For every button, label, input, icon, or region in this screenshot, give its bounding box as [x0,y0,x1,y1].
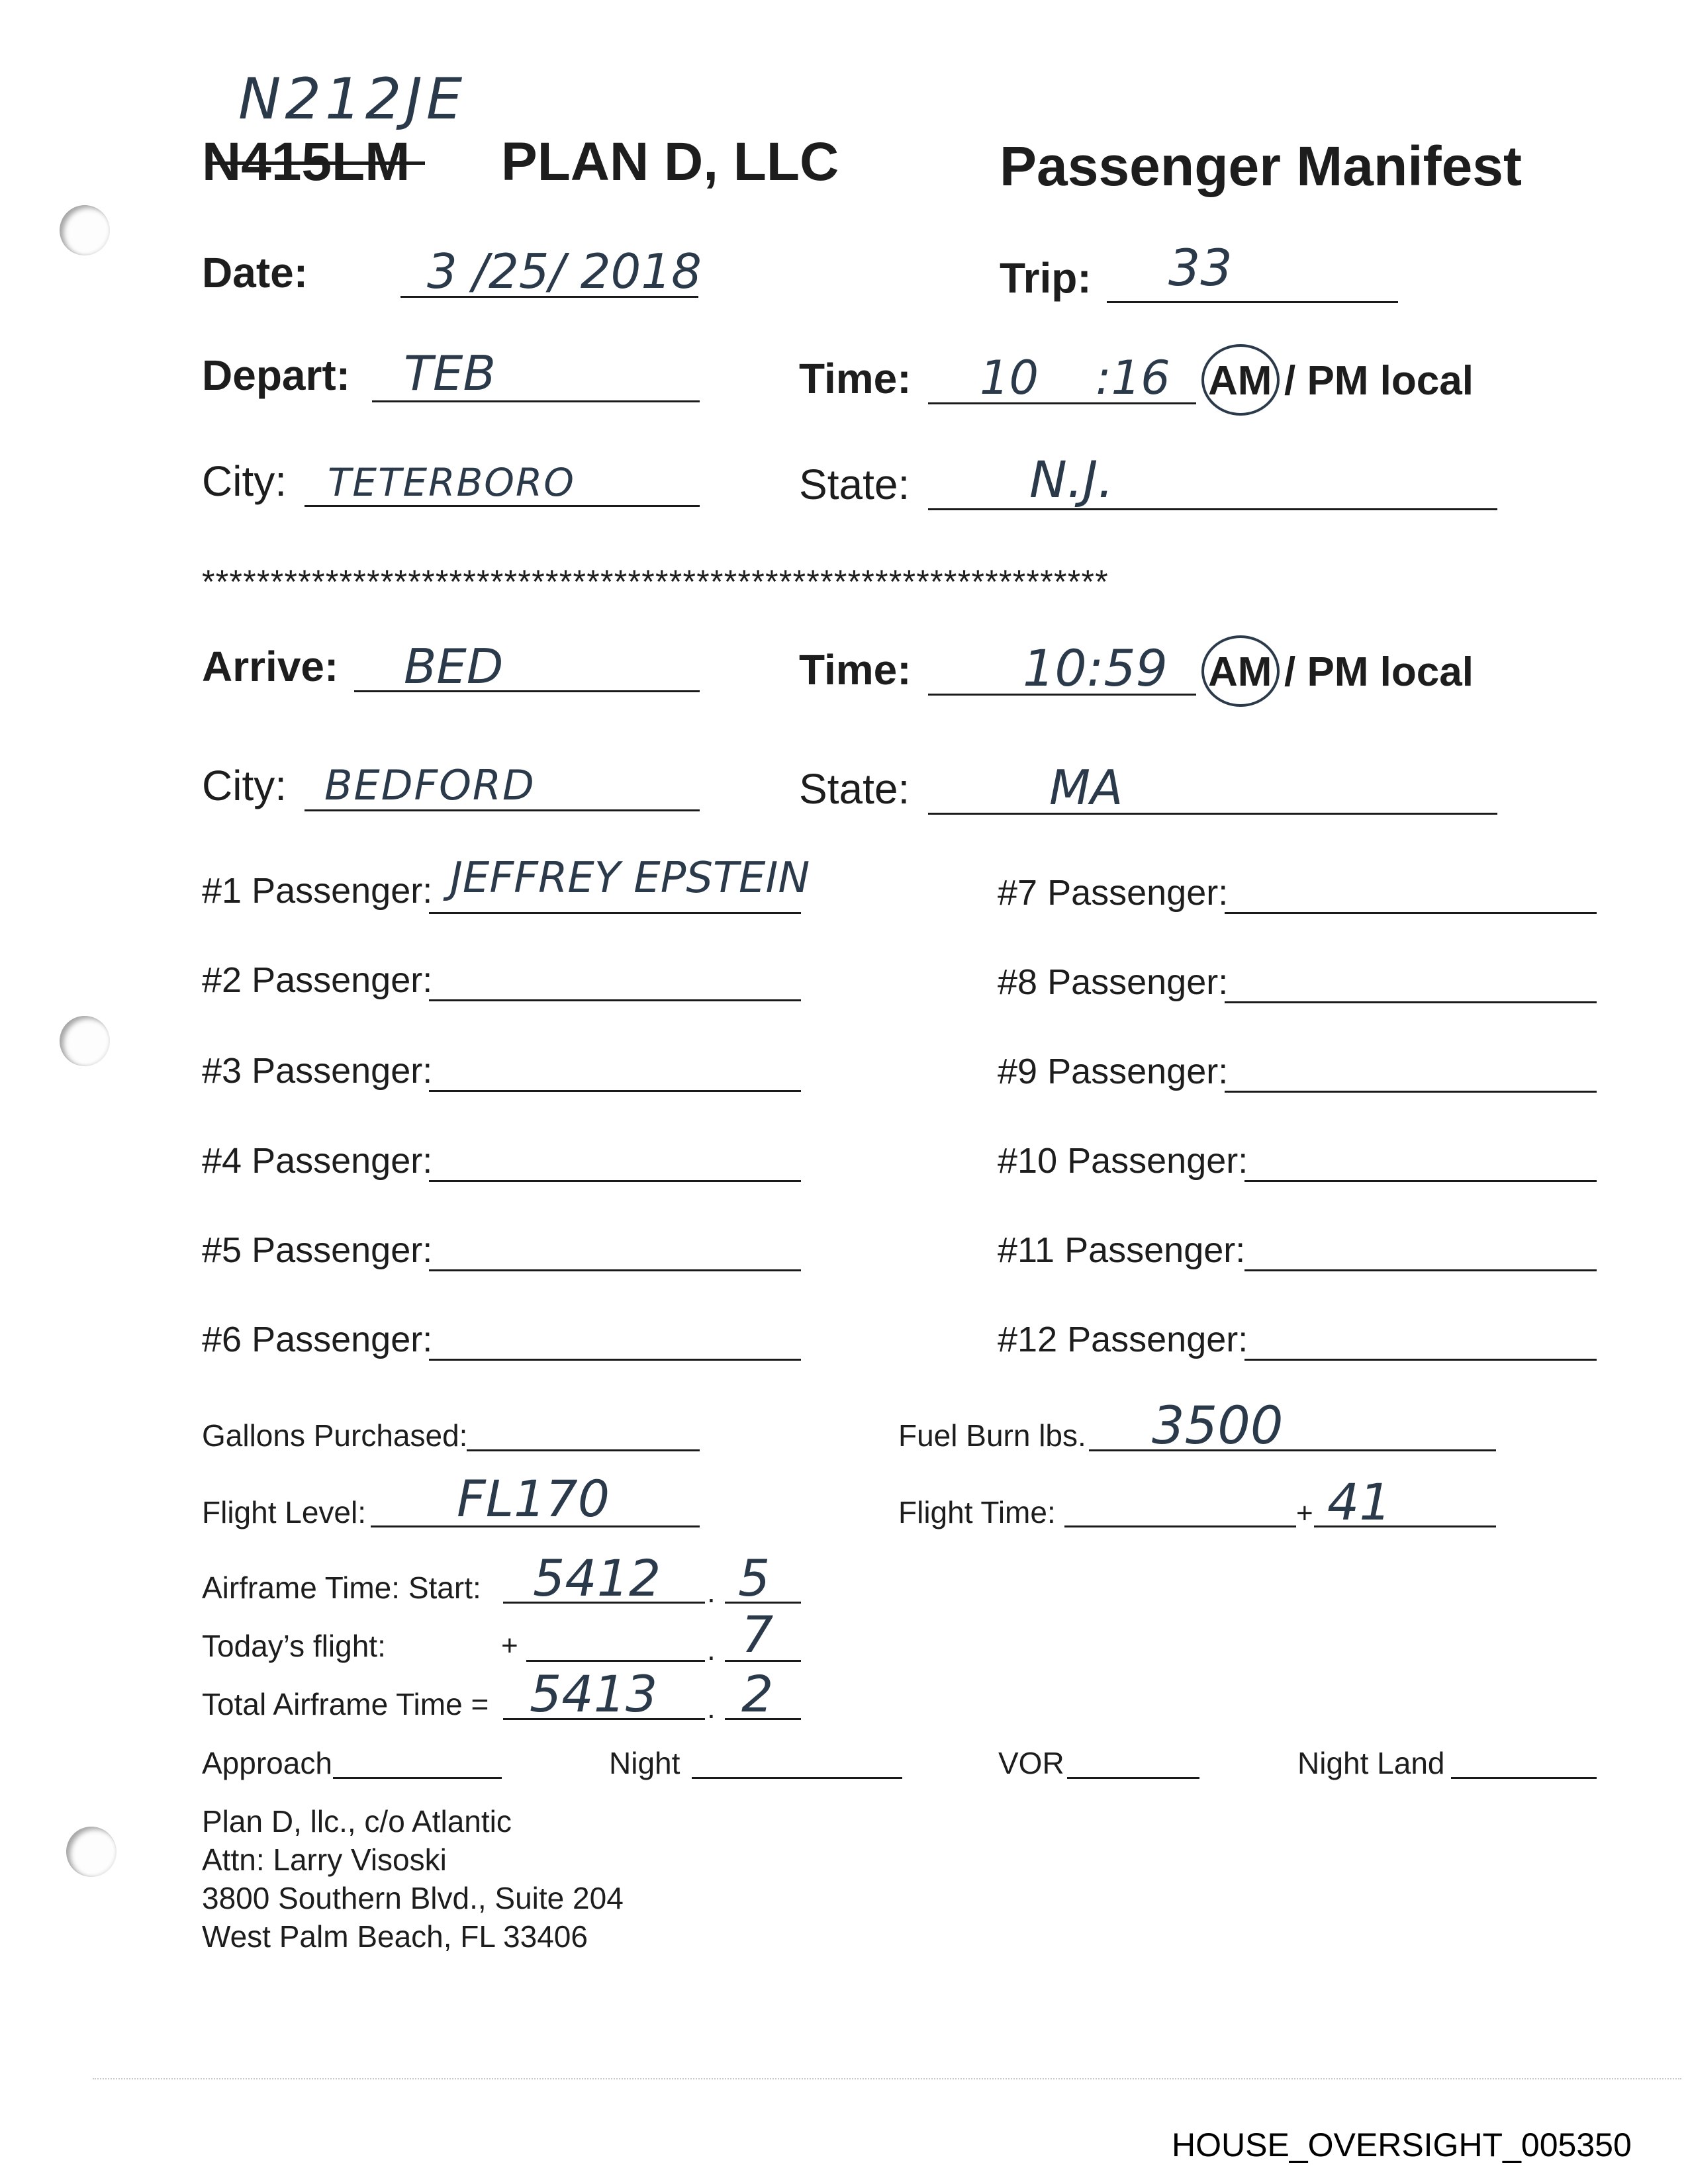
address-line-4: West Palm Beach, FL 33406 [202,1919,588,1954]
flight-time-plus: + [1296,1497,1313,1529]
todays-flight-whole-line [526,1660,705,1662]
asterisk-separator: ****************************************************************** [202,563,1109,600]
company-name: PLAN D, LLC [501,132,839,192]
depart-am-circle [1201,344,1280,416]
address-line-1: Plan D, llc., c/o Atlantic [202,1804,512,1839]
passenger-6-label: #6 Passenger: [202,1320,433,1359]
passenger-5-line [429,1269,801,1271]
todays-flight-tenth: 7 [741,1605,774,1664]
arrive-city-line [305,809,700,811]
tail-number-strikeout [207,161,425,165]
passenger-11-line [1244,1269,1597,1271]
passenger-8-line [1225,1001,1597,1003]
flight-level-value: FL170 [457,1469,610,1528]
flight-time-value: 41 [1327,1473,1391,1531]
tail-number-handwritten: N212JE [238,66,467,132]
total-airframe-label: Total Airframe Time = [202,1687,489,1721]
depart-value: TEB [404,345,496,401]
depart-time-minute: :16 [1096,351,1170,405]
passenger-10-label: #10 Passenger: [998,1141,1248,1181]
flight-time-line-a [1064,1525,1296,1527]
arrive-city-value: BEDFORD [324,761,536,809]
arrive-time-label: Time: [799,646,912,694]
fuel-burn-value: 3500 [1152,1396,1284,1456]
binder-hole-middle [60,1016,110,1066]
passenger-2-label: #2 Passenger: [202,960,433,1000]
flight-level-label: Flight Level: [202,1495,367,1529]
depart-city-value: TETERBORO [328,460,575,505]
passenger-5-label: #5 Passenger: [202,1230,433,1270]
arrive-state-line [928,813,1497,815]
passenger-7-line [1225,912,1597,914]
depart-city-line [305,505,700,507]
night-label: Night [609,1746,680,1780]
night-line [692,1777,902,1779]
todays-flight-plus: + [501,1629,518,1662]
arrive-city-label: City: [202,762,287,809]
gallons-purchased-label: Gallons Purchased: [202,1418,468,1453]
passenger-10-line [1244,1180,1597,1182]
arrive-am: AM [1208,649,1272,695]
depart-pm-local: / PM local [1284,358,1474,404]
trip-value: 33 [1168,238,1233,297]
depart-time-hour: 10 [980,351,1039,405]
passenger-9-line [1225,1091,1597,1093]
night-land-line [1451,1777,1597,1779]
total-airframe-whole: 5413 [530,1664,658,1723]
address-line-3: 3800 Southern Blvd., Suite 204 [202,1881,624,1915]
address-line-2: Attn: Larry Visoski [202,1843,447,1877]
vor-label: VOR [998,1746,1064,1780]
fuel-burn-label: Fuel Burn lbs. [898,1418,1086,1453]
passenger-11-label: #11 Passenger: [998,1230,1246,1270]
total-airframe-tenth: 2 [741,1664,774,1723]
depart-time-label: Time: [799,355,912,402]
passenger-12-label: #12 Passenger: [998,1320,1248,1359]
fuel-burn-line [1089,1449,1496,1451]
vor-line [1067,1777,1199,1779]
passenger-1-value: JEFFREY EPSTEIN [450,854,810,903]
passenger-3-label: #3 Passenger: [202,1051,433,1091]
approach-label: Approach [202,1746,332,1780]
page-title: Passenger Manifest [1000,135,1522,197]
airframe-start-tenth: 5 [738,1549,771,1608]
passenger-2-line [429,999,801,1001]
trip-label: Trip: [1000,254,1092,302]
depart-state-label: State: [799,461,910,508]
flight-time-label: Flight Time: [898,1495,1056,1529]
airframe-start-whole: 5412 [533,1549,661,1608]
todays-flight-label: Today’s flight: [202,1629,386,1663]
date-value: 3 /25/ 2018 [427,244,702,299]
arrive-am-circle [1201,635,1280,707]
passenger-3-line [429,1090,801,1092]
passenger-1-line [429,912,801,914]
depart-city-label: City: [202,457,287,505]
depart-am: AM [1208,358,1272,404]
scan-page-edge [93,2078,1681,2079]
depart-state-value: N.J. [1029,450,1114,509]
passenger-9-label: #9 Passenger: [998,1052,1229,1091]
arrive-state-value: MA [1049,760,1123,815]
arrive-pm-local: / PM local [1284,649,1474,695]
binder-hole-top [60,205,110,255]
passenger-7-label: #7 Passenger: [998,873,1229,913]
arrive-value: BED [404,639,504,694]
depart-label: Depart: [202,351,351,399]
passenger-4-line [429,1180,801,1182]
gallons-purchased-line [467,1449,700,1451]
bates-number: HOUSE_OVERSIGHT_005350 [1172,2126,1632,2163]
approach-line [333,1777,502,1779]
tail-number-printed: N415LM [202,132,410,192]
night-land-label: Night Land [1297,1746,1445,1780]
binder-hole-bottom [66,1827,117,1877]
trip-line [1107,301,1398,303]
airframe-start-label: Airframe Time: Start: [202,1570,481,1605]
passenger-6-line [429,1359,801,1361]
passenger-8-label: #8 Passenger: [998,962,1229,1002]
todays-flight-dot: . [707,1632,716,1666]
arrive-label: Arrive: [202,643,339,690]
depart-state-line [928,508,1497,510]
arrive-state-label: State: [799,765,910,813]
arrive-time-value: 10:59 [1023,639,1168,698]
airframe-start-dot: . [707,1574,716,1609]
total-airframe-dot: . [707,1690,716,1725]
passenger-4-label: #4 Passenger: [202,1141,433,1181]
passenger-1-label: #1 Passenger: [202,871,433,911]
passenger-12-line [1244,1359,1597,1361]
date-label: Date: [202,249,308,296]
